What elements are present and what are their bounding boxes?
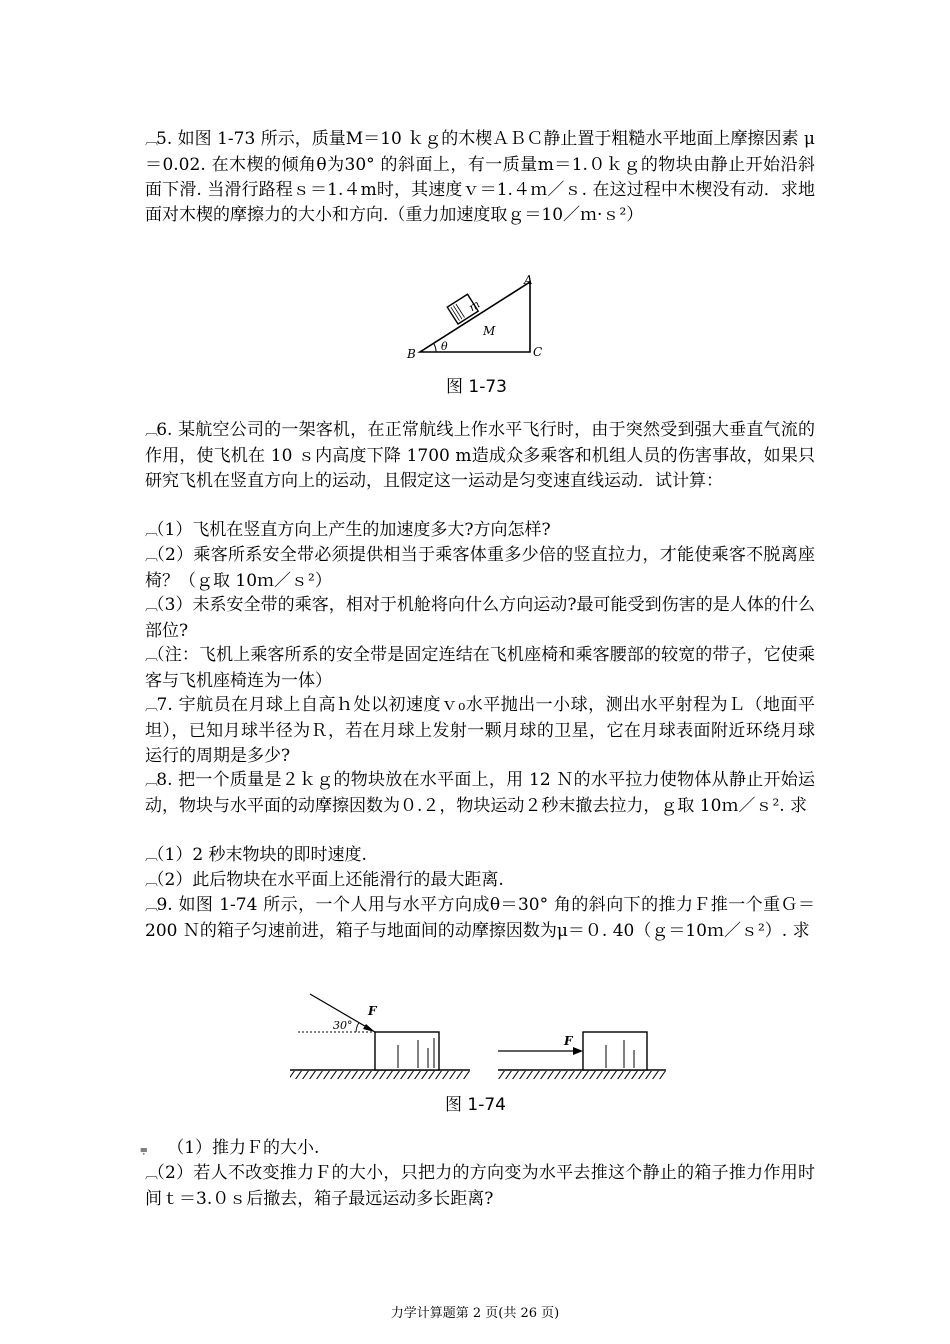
box — [583, 1032, 647, 1070]
question-9-part-1-text: （1）推力Ｆ的大小. — [167, 1138, 320, 1158]
question-9-part-2 — [145, 1161, 815, 1212]
paragraph-mark: ︹ — [145, 524, 157, 539]
question-6-part-2-text: （2）乘客所系安全带必须提供相当于乘客体重多少倍的竖直拉力，才能使乘客不脱离座椅？（ｇ取 10ｍ／ｓ²） — [145, 545, 815, 591]
paragraph-mark: ︹ — [145, 599, 157, 614]
question-8-part-2-text: （2）此后物块在水平面上还能滑行的最大距离. — [156, 870, 504, 890]
label-b: B — [407, 347, 416, 361]
label-a: A — [524, 273, 533, 287]
question-6-note — [145, 643, 815, 694]
box — [375, 1032, 439, 1070]
angle-arc — [356, 1023, 359, 1033]
question-7 — [145, 693, 815, 769]
question-6-part-1-text: （1）飞机在竖直方向上产生的加速度多大?方向怎样? — [156, 520, 551, 540]
question-9-text: 9. 如图 1-74 所示，一个人用与水平方向成θ＝30° 角的斜向下的推力Ｆ推一个重Ｇ＝200 Ｎ的箱子匀速前进，箱子与地面间的动摩擦因数为μ＝０. 40（ｇ＝10ｍ／ｓ²）. 求 — [145, 895, 815, 941]
paragraph-mark: ︹ — [145, 549, 157, 564]
question-6-part-2 — [145, 543, 815, 594]
paragraph-mark: ︹ — [145, 699, 157, 714]
label-f-right: F — [564, 1034, 573, 1048]
wedge-triangle — [420, 282, 530, 352]
force-arrowhead — [363, 1024, 375, 1032]
paragraph-mark: ︹ — [145, 849, 157, 864]
paragraph-mark: ︹ — [145, 774, 157, 789]
label-m-wedge: M — [483, 324, 496, 338]
paragraph-mark: ︹ — [145, 133, 157, 148]
paragraph-mark: ︹ — [145, 649, 157, 664]
figure-1-73-caption: 图 1-73 — [446, 377, 507, 397]
question-6-part-1 — [145, 518, 815, 544]
label-f-left: F — [368, 1004, 377, 1018]
question-9-part-1 — [140, 1136, 810, 1162]
ground-hatch — [290, 1071, 470, 1079]
question-6-part-3-text: （3）未系安全带的乘客，相对于机舱将向什么方向运动?最可能受到伤害的是人体的什么部位? — [145, 595, 815, 641]
question-5-text: 5. 如图 1-73 所示，质量M＝10 ｋｇ的木楔ＡＢＣ静止置于粗糙水平地面上摩擦因素 μ＝0.02. 在木楔的倾角θ为30° 的斜面上，有一质量m＝1.０ｋｇ的物块由静止开始沿斜面下滑. 当滑行路程ｓ＝1.４m时，其速度ｖ＝1.４ｍ／ｓ. 在这过程中木楔没有动．求地面对木楔的摩擦力的大小和方向.（重力加速度取ｇ＝10／ｍ·ｓ²） — [145, 129, 815, 225]
label-angle: 30° — [333, 1019, 353, 1032]
ground-hatch — [498, 1071, 666, 1079]
figure-1-74 — [288, 990, 668, 1082]
question-6-note-text: （注：飞机上乘客所系的安全带是固定连结在飞机座椅和乘客腰部的较宽的带子，它使乘客与飞机座椅连为一体） — [145, 645, 815, 691]
right-scene — [498, 1032, 666, 1079]
paragraph-mark: ︹ — [145, 1167, 157, 1182]
figure-1-73 — [400, 272, 560, 362]
force-arrowhead — [573, 1047, 583, 1055]
paragraph-mark: ⩦ — [140, 1142, 146, 1157]
question-7-text: 7. 宇航员在月球上自高ｈ处以初速度ｖ₀水平抛出一小球，测出水平射程为Ｌ（地面平坦），已知月球半径为Ｒ，若在月球上发射一颗月球的卫星，它在月球表面附近环绕月球运行的周期是多少? — [145, 695, 815, 766]
paragraph-mark: ︹ — [145, 899, 157, 914]
question-8-part-1-text: （1）2 秒末物块的即时速度. — [156, 845, 367, 865]
label-c: C — [533, 345, 543, 359]
question-8-text: 8. 把一个质量是２ｋｇ的物块放在水平面上，用 12 Ｎ的水平拉力使物体从静止开始运动，物块与水平面的动摩擦因数为０.２，物块运动２秒末撤去拉力，ｇ取 10ｍ／ｓ². 求 — [145, 770, 815, 816]
question-9-part-2-text: （2）若人不改变推力Ｆ的大小，只把力的方向变为水平去推这个静止的箱子推力作用时间ｔ＝3.０ｓ后撤去，箱子最远运动多长距离? — [145, 1163, 815, 1209]
paragraph-mark: ︹ — [145, 874, 157, 889]
question-6-part-3 — [145, 593, 815, 644]
figure-1-74-caption: 图 1-74 — [445, 1095, 506, 1115]
question-8 — [145, 768, 815, 819]
question-6 — [145, 418, 815, 494]
question-6-text: 6. 某航空公司的一架客机，在正常航线上作水平飞行时，由于突然受到强大垂直气流的作用，使飞机在 10 ｓ内高度下降 1700 m造成众多乘客和机组人员的伤害事故，如果只研究飞机在竖直方向上的运动，且假定这一运动是匀变速直线运动．试计算： — [145, 420, 815, 491]
label-theta: θ — [441, 340, 448, 353]
question-9 — [145, 893, 815, 944]
paragraph-mark: ︹ — [145, 424, 157, 439]
question-5 — [145, 127, 815, 228]
page-footer: 力学计算题第 2 页(共 26 页) — [390, 1306, 560, 1321]
left-scene — [290, 994, 470, 1079]
label-m-block: m — [466, 297, 483, 315]
theta-arc — [434, 344, 436, 352]
question-8-part-1 — [145, 843, 815, 869]
question-8-part-2 — [145, 868, 815, 894]
